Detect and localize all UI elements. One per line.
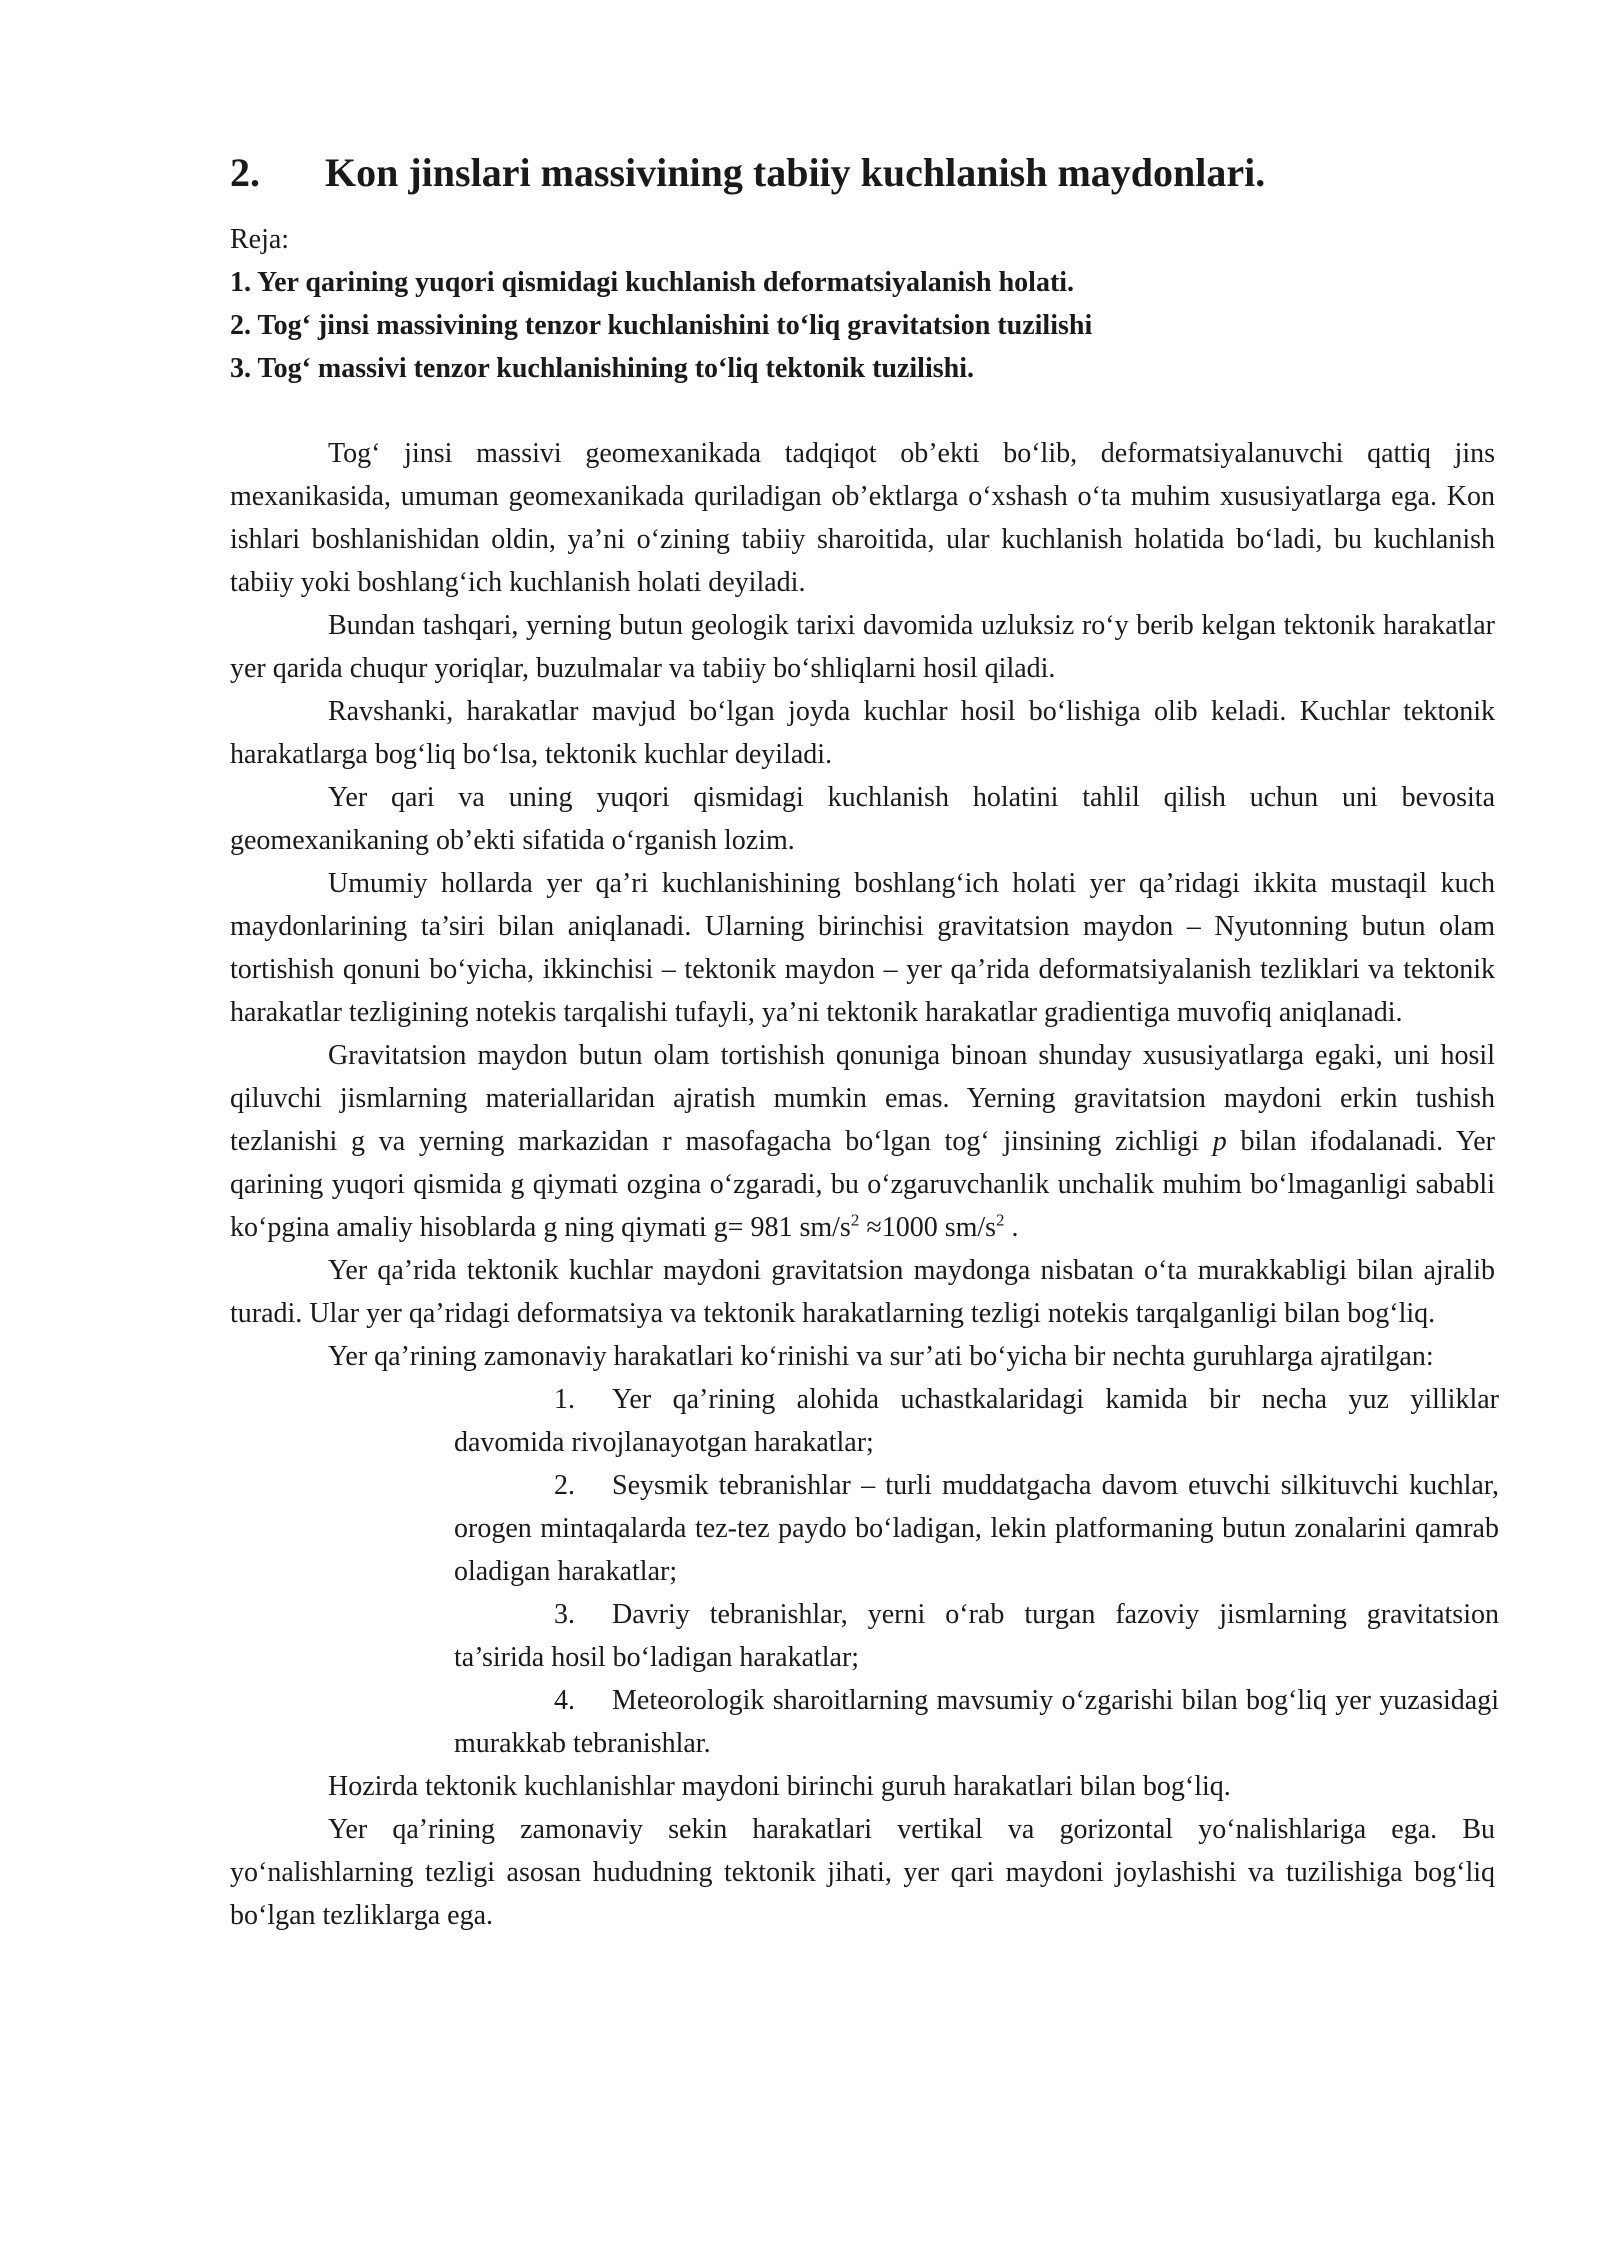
list-item bbox=[454, 1593, 1499, 1679]
paragraph: Ravshanki, harakatlar mavjud bo‘lgan joyda kuchlar hosil bo‘lishiga olib keladi. Kuchlar tektonik harakatlarga bog‘liq bo‘lsa, tektonik kuchlar deyiladi. bbox=[230, 696, 1495, 770]
paragraph: Hozirda tektonik kuchlanishlar maydoni birinchi guruh harakatlari bilan bog‘liq. bbox=[328, 1771, 1231, 1802]
list-number: 1. bbox=[554, 1384, 575, 1415]
section-heading bbox=[230, 148, 1495, 198]
plan-label: Reja: bbox=[230, 224, 290, 255]
list-number: 2. bbox=[554, 1470, 575, 1501]
superscript: 2 bbox=[850, 1210, 860, 1230]
list-text: Yer qa’rining alohida uchastkalaridagi kamida bir necha yuz yilliklar davomida rivojlanayotgan harakatlar; bbox=[454, 1384, 1499, 1458]
list-text: Seysmik tebranishlar – turli muddatgacha davom etuvchi silkituvchi kuchlar, orogen mintaqalarda tez-tez paydo bo‘ladigan, lekin platformaning butun zonalarini qamrab oladigan harakatlar; bbox=[454, 1470, 1499, 1587]
paragraph: Yer qa’rining zamonaviy harakatlari ko‘rinishi va sur’ati bo‘yicha bir nechta guruhlarga ajratilgan: bbox=[328, 1341, 1434, 1372]
paragraph-text: . bbox=[1004, 1212, 1019, 1243]
superscript: 2 bbox=[996, 1210, 1005, 1230]
paragraph: Bundan tashqari, yerning butun geologik tarixi davomida uzluksiz ro‘y berib kelgan tektonik harakatlar yer qarida chuqur yoriqlar, buzulmalar va tabiiy bo‘shliqlarni hosil qiladi. bbox=[230, 610, 1495, 684]
plan-item: 1. Yer qarining yuqori qismidagi kuchlanish deformatsiyalanish holati. bbox=[230, 267, 1075, 298]
paragraph-text: ≈1000 sm/s bbox=[859, 1212, 997, 1243]
list-text: Meteorologik sharoitlarning mavsumiy o‘zgarishi bilan bog‘liq yer yuzasidagi murakkab tebranishlar. bbox=[454, 1685, 1499, 1759]
plan-item: 3. Tog‘ massivi tenzor kuchlanishining to‘liq tektonik tuzilishi. bbox=[230, 353, 974, 384]
list-item bbox=[454, 1679, 1499, 1765]
paragraph: Yer qari va uning yuqori qismidagi kuchlanish holatini tahlil qilish uchun uni bevosita geomexanikaning ob’ekti sifatida o‘rganish lozim. bbox=[230, 782, 1495, 856]
document-body bbox=[230, 432, 1499, 1937]
paragraph: Umumiy hollarda yer qa’ri kuchlanishining boshlang‘ich holati yer qa’ridagi ikkita mustaqil kuch maydonlarining ta’siri bilan aniqlanadi. Ularning birinchisi gravitatsion maydon – Nyutonning butun olam tortishish qonuni bo‘yicha, ikkinchisi – tektonik maydon – yer qa’rida deformatsiyalanish tezliklari va tektonik harakatlar tezligining notekis tarqalishi tufayli, ya’ni tektonik harakatlar gradientiga muvofiq aniqlanadi. bbox=[230, 868, 1495, 1028]
plan-item: 2. Tog‘ jinsi massivining tenzor kuchlanishini to‘liq gravitatsion tuzilishi bbox=[230, 310, 1093, 341]
paragraph-gravity bbox=[230, 1034, 1495, 1249]
density-symbol: p bbox=[1212, 1126, 1227, 1157]
list-number: 4. bbox=[554, 1685, 575, 1716]
paragraph: Yer qa’rida tektonik kuchlar maydoni gravitatsion maydonga nisbatan o‘ta murakkabligi bilan ajralib turadi. Ular yer qa’ridagi deformatsiya va tektonik harakatlarning tezligi notekis tarqalganligi bilan bog‘liq. bbox=[230, 1255, 1495, 1329]
list-item bbox=[454, 1378, 1499, 1464]
list-number: 3. bbox=[554, 1599, 575, 1630]
paragraph-text: bilan ifodalanadi. Yer qarining yuqori qismida g qiymati ozgina o‘zgaradi, bu o‘zgaruvchanlik unchalik muhim bo‘lmaganligi sababli ko‘pgina amaliy hisoblarda g ning qiymati g= 981 sm/s bbox=[230, 1126, 1496, 1243]
list-text: Davriy tebranishlar, yerni o‘rab turgan fazoviy jismlarning gravitatsion ta’sirida hosil bo‘ladigan harakatlar; bbox=[454, 1599, 1499, 1673]
plan-list bbox=[230, 261, 1495, 390]
section-number: 2. bbox=[230, 150, 260, 195]
movement-groups-list bbox=[454, 1378, 1499, 1765]
paragraph-text: Gravitatsion maydon butun olam tortishish qonuniga binoan shunday xususiyatlarga egaki, uni hosil qiluvchi jismlarning materiallaridan ajratish mumkin emas. Yerning gravitatsion maydoni erkin tushish tezlanishi g va yerning markazidan r masofagacha bo‘lgan tog‘ jinsining zichligi bbox=[230, 1040, 1495, 1157]
paragraph: Tog‘ jinsi massivi geomexanikada tadqiqot ob’ekti bo‘lib, deformatsiyalanuvchi qattiq jins mexanikasida, umuman geomexanikada quriladigan ob’ektlarga o‘xshash o‘ta muhim xususiyatlarga ega. Kon ishlari boshlanishidan oldin, ya’ni o‘zining tabiiy sharoitida, ular kuchlanish holatida bo‘ladi, bu kuchlanish tabiiy yoki boshlang‘ich kuchlanish holati deyiladi. bbox=[230, 438, 1495, 598]
list-item bbox=[454, 1464, 1499, 1593]
paragraph: Yer qa’rining zamonaviy sekin harakatlari vertikal va gorizontal yo‘nalishlariga ega. Bu yo‘nalishlarning tezligi asosan hududning tektonik jihati, yer qari maydoni joylashishi va tuzilishiga bog‘liq bo‘lgan tezliklarga ega. bbox=[230, 1814, 1495, 1931]
page-content bbox=[230, 148, 1499, 1937]
section-title: Kon jinslari massivining tabiiy kuchlanish maydonlari. bbox=[325, 150, 1266, 195]
